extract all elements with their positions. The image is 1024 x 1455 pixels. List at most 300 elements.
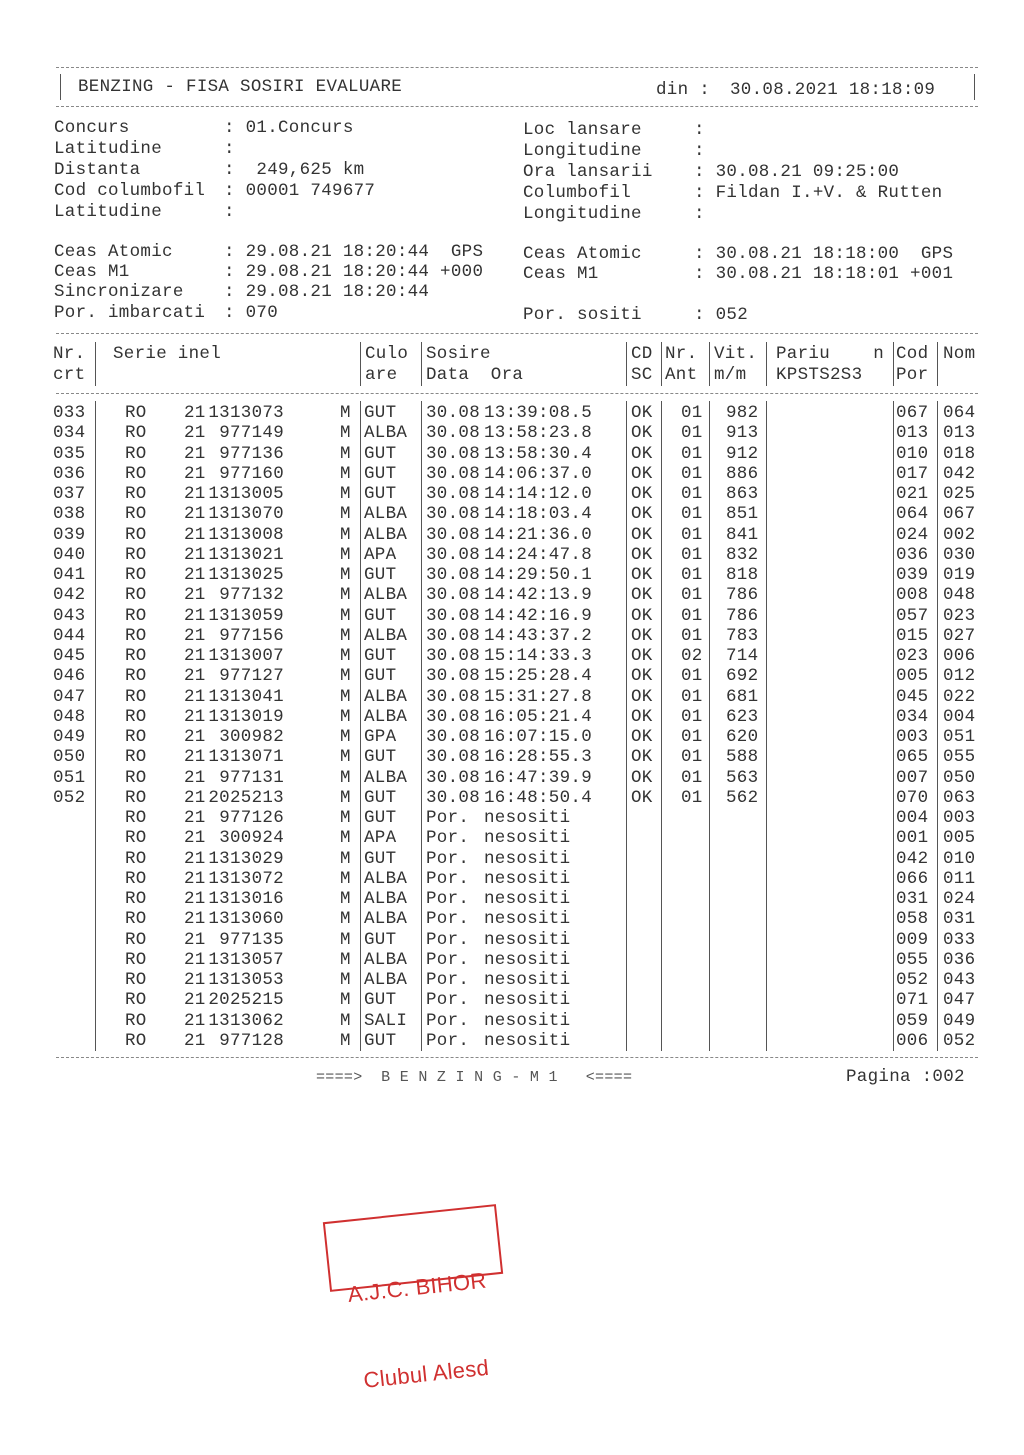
arrival-date: 30.08 <box>426 666 481 687</box>
ring-year: 21 <box>184 949 206 970</box>
velocity: 692 <box>726 666 759 687</box>
ring-number: 977136 <box>219 443 284 464</box>
pigeon-sex: M <box>340 828 351 849</box>
ring-year: 21 <box>184 889 206 909</box>
antenna-number: 01 <box>681 747 703 768</box>
velocity: 588 <box>726 747 759 768</box>
clock-left-value: : 070 <box>224 302 279 323</box>
column-header-sosire: Data Ora <box>426 365 524 385</box>
row-number: 039 <box>53 524 86 545</box>
velocity: 786 <box>726 585 759 606</box>
ring-number: 300924 <box>219 828 284 849</box>
antenna-number: 01 <box>681 544 703 565</box>
ring-year: 21 <box>184 706 206 727</box>
ring-year: 21 <box>184 1030 206 1051</box>
velocity: 913 <box>726 423 759 444</box>
title-left-border <box>60 74 61 100</box>
footer-center: ====> B E N Z I N G - M 1 <==== <box>316 1069 633 1086</box>
clock-right-value: : 30.08.21 18:18:00 GPS <box>694 244 954 264</box>
ring-year: 21 <box>184 605 206 626</box>
pigeon-sex: M <box>340 646 351 666</box>
cd-status: OK <box>631 585 653 606</box>
row-number: 041 <box>53 565 86 585</box>
nomination: 051 <box>943 727 976 747</box>
velocity: 786 <box>726 605 759 626</box>
velocity: 832 <box>726 544 759 565</box>
arrival-time: nesositi <box>484 990 571 1011</box>
clock-right-label: Ceas M1 <box>523 264 599 285</box>
table-row <box>0 565 1024 585</box>
cd-status: OK <box>631 504 653 525</box>
table-row <box>0 727 1024 747</box>
arrival-date: Por. <box>426 808 470 828</box>
info-left-value: : 01.Concurs <box>224 118 354 138</box>
ring-year: 21 <box>184 727 206 747</box>
nomination: 031 <box>943 909 976 930</box>
column-header-cod: Por <box>896 365 929 385</box>
ring-year: 21 <box>184 585 206 606</box>
column-header-nra: Nr. <box>665 344 698 364</box>
pigeon-code: 070 <box>896 787 929 808</box>
arrival-time: 14:24:47.8 <box>484 544 593 565</box>
country-code: RO <box>125 524 147 545</box>
ring-year: 21 <box>184 625 206 646</box>
ring-year: 21 <box>184 787 206 808</box>
country-code: RO <box>125 463 147 484</box>
table-row <box>0 606 1024 626</box>
arrival-date: 30.08 <box>426 524 481 545</box>
column-divider <box>661 342 662 386</box>
velocity: 783 <box>726 625 759 646</box>
cd-status: OK <box>631 484 653 504</box>
ring-year: 21 <box>184 868 206 889</box>
ring-year: 21 <box>184 909 206 930</box>
ring-number: 1313057 <box>208 949 284 970</box>
ring-year: 21 <box>184 747 206 768</box>
ring-number: 1313016 <box>208 889 284 909</box>
table-row <box>0 788 1024 808</box>
ring-number: 977126 <box>219 808 284 828</box>
arrival-date: Por. <box>426 909 470 930</box>
arrival-time: nesositi <box>484 808 571 828</box>
nomination: 018 <box>943 443 976 464</box>
ring-year: 21 <box>184 970 206 990</box>
info-left-label: Distanta <box>54 160 141 180</box>
arrival-time: 14:42:16.9 <box>484 605 593 626</box>
table-row <box>0 808 1024 828</box>
pigeon-color: GUT <box>364 929 397 950</box>
column-header-sosire: Sosire <box>426 344 491 364</box>
arrival-time: nesositi <box>484 909 571 930</box>
pigeon-color: ALBA <box>364 970 408 990</box>
clock-right-label: Por. sositi <box>523 304 642 325</box>
velocity: 681 <box>726 686 759 707</box>
table-row <box>0 909 1024 929</box>
ring-year: 21 <box>184 565 206 585</box>
nomination: 049 <box>943 1010 976 1031</box>
pigeon-color: ALBA <box>364 868 408 889</box>
pigeon-sex: M <box>340 727 351 747</box>
table-row <box>0 666 1024 686</box>
club-stamp <box>323 1204 503 1393</box>
country-code: RO <box>125 868 147 889</box>
nomination: 030 <box>943 544 976 565</box>
velocity: 818 <box>726 565 759 585</box>
nomination: 004 <box>943 706 976 727</box>
ring-number: 1313005 <box>208 484 284 504</box>
pigeon-sex: M <box>340 706 351 727</box>
country-code: RO <box>125 666 147 687</box>
antenna-number: 01 <box>681 443 703 464</box>
antenna-number: 01 <box>681 625 703 646</box>
cd-status: OK <box>631 403 653 423</box>
table-row <box>0 950 1024 970</box>
pigeon-sex: M <box>340 423 351 444</box>
table-row <box>0 1031 1024 1051</box>
ring-number: 1313021 <box>208 544 284 565</box>
country-code: RO <box>125 727 147 747</box>
pigeon-color: ALBA <box>364 949 408 970</box>
cd-status: OK <box>631 463 653 484</box>
column-header-cod: Cod <box>896 344 929 364</box>
velocity: 562 <box>726 787 759 808</box>
nomination: 055 <box>943 747 976 768</box>
country-code: RO <box>125 423 147 444</box>
pigeon-code: 052 <box>896 970 929 990</box>
pigeon-color: APA <box>364 828 397 849</box>
pigeon-code: 036 <box>896 544 929 565</box>
info-right-label: Columbofil <box>523 183 632 203</box>
pigeon-color: GUT <box>364 787 397 808</box>
pigeon-sex: M <box>340 524 351 545</box>
arrival-date: 30.08 <box>426 544 481 565</box>
row-number: 047 <box>53 686 86 707</box>
table-row <box>0 423 1024 443</box>
arrival-time: nesositi <box>484 949 571 970</box>
antenna-number: 01 <box>681 484 703 504</box>
pigeon-color: ALBA <box>364 504 408 525</box>
antenna-number: 01 <box>681 787 703 808</box>
country-code: RO <box>125 929 147 950</box>
country-code: RO <box>125 605 147 626</box>
nomination: 011 <box>943 868 976 889</box>
arrival-date: Por. <box>426 929 470 950</box>
pigeon-sex: M <box>340 848 351 869</box>
clock-left-value: : 29.08.21 18:20:44 +000 <box>224 262 484 283</box>
ring-year: 21 <box>184 423 206 444</box>
nomination: 048 <box>943 585 976 606</box>
antenna-number: 01 <box>681 585 703 606</box>
velocity: 863 <box>726 484 759 504</box>
arrival-time: 14:43:37.2 <box>484 625 593 646</box>
row-number: 037 <box>53 484 86 504</box>
nomination: 013 <box>943 423 976 444</box>
country-code: RO <box>125 706 147 727</box>
pigeon-sex: M <box>340 504 351 525</box>
ring-number: 977131 <box>219 767 284 788</box>
ring-year: 21 <box>184 484 206 504</box>
arrival-time: 14:42:13.9 <box>484 585 593 606</box>
arrival-time: nesositi <box>484 848 571 869</box>
info-left-value: : 00001 749677 <box>224 181 376 201</box>
pigeon-code: 058 <box>896 909 929 930</box>
info-right-value: : <box>694 120 705 140</box>
country-code: RO <box>125 585 147 606</box>
cd-status: OK <box>631 646 653 666</box>
pigeon-sex: M <box>340 990 351 1011</box>
velocity: 563 <box>726 767 759 788</box>
ring-year: 21 <box>184 524 206 545</box>
ring-year: 21 <box>184 990 206 1011</box>
pigeon-sex: M <box>340 909 351 930</box>
pigeon-code: 071 <box>896 990 929 1011</box>
ring-number: 1313007 <box>208 646 284 666</box>
pigeon-code: 031 <box>896 889 929 909</box>
column-header-cd: SC <box>631 365 653 385</box>
cd-status: OK <box>631 787 653 808</box>
ring-number: 1313070 <box>208 504 284 525</box>
title-bottom-rule <box>56 106 978 107</box>
cd-status: OK <box>631 565 653 585</box>
row-number: 051 <box>53 767 86 788</box>
ring-number: 977160 <box>219 463 284 484</box>
ring-year: 21 <box>184 443 206 464</box>
table-row <box>0 444 1024 464</box>
pigeon-code: 039 <box>896 565 929 585</box>
column-divider <box>360 342 361 386</box>
arrival-date: Por. <box>426 1010 470 1031</box>
pigeon-color: ALBA <box>364 889 408 909</box>
pigeon-sex: M <box>340 605 351 626</box>
info-left-label: Cod columbofil <box>54 181 206 201</box>
nomination: 047 <box>943 990 976 1011</box>
arrival-time: 14:29:50.1 <box>484 565 593 585</box>
country-code: RO <box>125 970 147 990</box>
arrival-date: 30.08 <box>426 625 481 646</box>
table-row <box>0 869 1024 889</box>
table-row <box>0 626 1024 646</box>
nomination: 005 <box>943 828 976 849</box>
ring-year: 21 <box>184 848 206 869</box>
column-header-culo: Culo <box>365 344 409 364</box>
table-row <box>0 403 1024 423</box>
table-row <box>0 970 1024 990</box>
nomination: 022 <box>943 686 976 707</box>
ring-number: 977128 <box>219 1030 284 1051</box>
nomination: 010 <box>943 848 976 869</box>
column-header-culo: are <box>365 365 398 385</box>
row-number: 052 <box>53 787 86 808</box>
ring-year: 21 <box>184 808 206 828</box>
ring-year: 21 <box>184 767 206 788</box>
ring-number: 1313053 <box>208 970 284 990</box>
arrival-date: 30.08 <box>426 565 481 585</box>
arrival-date: Por. <box>426 889 470 909</box>
country-code: RO <box>125 909 147 930</box>
country-code: RO <box>125 767 147 788</box>
arrival-time: 15:31:27.8 <box>484 686 593 707</box>
pigeon-code: 017 <box>896 463 929 484</box>
antenna-number: 01 <box>681 767 703 788</box>
clock-right-value: : 052 <box>694 304 749 325</box>
table-row <box>0 646 1024 666</box>
table-row <box>0 484 1024 504</box>
cd-status: OK <box>631 524 653 545</box>
pigeon-code: 066 <box>896 868 929 889</box>
row-number: 038 <box>53 504 86 525</box>
table-row <box>0 747 1024 767</box>
pigeon-color: ALBA <box>364 524 408 545</box>
pigeon-code: 005 <box>896 666 929 687</box>
arrival-date: 30.08 <box>426 484 481 504</box>
pigeon-sex: M <box>340 544 351 565</box>
pigeon-code: 021 <box>896 484 929 504</box>
pigeon-color: ALBA <box>364 625 408 646</box>
clock-right-label: Ceas Atomic <box>523 244 642 264</box>
country-code: RO <box>125 443 147 464</box>
table-row <box>0 585 1024 605</box>
pigeon-code: 007 <box>896 767 929 788</box>
antenna-number: 01 <box>681 686 703 707</box>
table-row <box>0 930 1024 950</box>
row-number: 040 <box>53 544 86 565</box>
nomination: 043 <box>943 970 976 990</box>
arrival-time: 13:58:30.4 <box>484 443 593 464</box>
ring-year: 21 <box>184 403 206 423</box>
row-number: 045 <box>53 646 86 666</box>
clock-left-value: : 29.08.21 18:20:44 GPS <box>224 242 484 262</box>
cd-status: OK <box>631 727 653 747</box>
arrival-time: nesositi <box>484 828 571 849</box>
arrival-date: 30.08 <box>426 443 481 464</box>
arrival-time: 13:58:23.8 <box>484 423 593 444</box>
country-code: RO <box>125 1030 147 1051</box>
arrival-date: 30.08 <box>426 767 481 788</box>
pigeon-sex: M <box>340 868 351 889</box>
nomination: 012 <box>943 666 976 687</box>
table-bottom-rule <box>56 1057 978 1058</box>
country-code: RO <box>125 990 147 1011</box>
info-left-value: : <box>224 139 235 159</box>
arrival-date: 30.08 <box>426 747 481 768</box>
info-right-label: Ora lansarii <box>523 162 653 182</box>
pigeon-sex: M <box>340 463 351 484</box>
title-top-rule <box>56 67 978 68</box>
pigeon-code: 045 <box>896 686 929 707</box>
ring-number: 977135 <box>219 929 284 950</box>
ring-year: 21 <box>184 544 206 565</box>
country-code: RO <box>125 889 147 909</box>
antenna-number: 01 <box>681 706 703 727</box>
arrival-time: nesositi <box>484 868 571 889</box>
cd-status: OK <box>631 666 653 687</box>
arrival-date: Por. <box>426 868 470 889</box>
column-header-pariu: Pariu n <box>776 344 885 364</box>
antenna-number: 01 <box>681 727 703 747</box>
pigeon-color: GUT <box>364 808 397 828</box>
pigeon-code: 015 <box>896 625 929 646</box>
country-code: RO <box>125 848 147 869</box>
nomination: 002 <box>943 524 976 545</box>
pigeon-code: 001 <box>896 828 929 849</box>
pigeon-sex: M <box>340 666 351 687</box>
info-right-label: Longitudine <box>523 141 642 161</box>
country-code: RO <box>125 686 147 707</box>
row-number: 044 <box>53 625 86 646</box>
info-left-label: Latitudine <box>54 202 163 222</box>
arrival-date: 30.08 <box>426 463 481 484</box>
pigeon-sex: M <box>340 949 351 970</box>
row-number: 033 <box>53 403 86 423</box>
pigeon-code: 004 <box>896 808 929 828</box>
column-divider <box>766 342 767 386</box>
column-header-nr: Nr. <box>53 344 86 364</box>
column-header-nra: Ant <box>665 365 698 385</box>
pigeon-color: GUT <box>364 403 397 423</box>
table-row <box>0 504 1024 524</box>
nomination: 067 <box>943 504 976 525</box>
column-header-nom: Nom <box>943 344 976 364</box>
pigeon-code: 034 <box>896 706 929 727</box>
nomination: 036 <box>943 949 976 970</box>
arrival-time: 15:14:33.3 <box>484 646 593 666</box>
stamp-line-2: Clubul Alesd <box>362 1354 491 1393</box>
pigeon-color: GUT <box>364 848 397 869</box>
ring-year: 21 <box>184 463 206 484</box>
arrival-date: Por. <box>426 970 470 990</box>
pigeon-sex: M <box>340 403 351 423</box>
nomination: 006 <box>943 646 976 666</box>
velocity: 912 <box>726 443 759 464</box>
ring-number: 977127 <box>219 666 284 687</box>
pigeon-code: 023 <box>896 646 929 666</box>
pigeon-color: GUT <box>364 747 397 768</box>
info-left-label: Concurs <box>54 118 130 138</box>
antenna-number: 01 <box>681 565 703 585</box>
arrival-date: Por. <box>426 949 470 970</box>
nomination: 003 <box>943 808 976 828</box>
nomination: 050 <box>943 767 976 788</box>
nomination: 033 <box>943 929 976 950</box>
ring-number: 1313062 <box>208 1010 284 1031</box>
pigeon-code: 008 <box>896 585 929 606</box>
ring-number: 2025215 <box>208 990 284 1011</box>
nomination: 063 <box>943 787 976 808</box>
ring-number: 1313071 <box>208 747 284 768</box>
ring-number: 300982 <box>219 727 284 747</box>
row-number: 048 <box>53 706 86 727</box>
pigeon-code: 067 <box>896 403 929 423</box>
pigeon-sex: M <box>340 443 351 464</box>
info-right-value: : 30.08.21 09:25:00 <box>694 162 900 182</box>
column-header-cd: CD <box>631 344 653 364</box>
pigeon-sex: M <box>340 929 351 950</box>
clock-left-label: Ceas M1 <box>54 262 130 283</box>
ring-year: 21 <box>184 686 206 707</box>
arrival-time: 14:21:36.0 <box>484 524 593 545</box>
table-row <box>0 828 1024 848</box>
antenna-number: 01 <box>681 504 703 525</box>
info-right-value: : <box>694 141 705 161</box>
ring-year: 21 <box>184 1010 206 1031</box>
column-header-serie: Serie inel <box>113 344 222 364</box>
info-left-value: : 249,625 km <box>224 160 365 180</box>
pigeon-sex: M <box>340 889 351 909</box>
column-header-vit: Vit. <box>714 344 758 364</box>
ring-number: 977149 <box>219 423 284 444</box>
table-row <box>0 849 1024 869</box>
row-number: 034 <box>53 423 86 444</box>
